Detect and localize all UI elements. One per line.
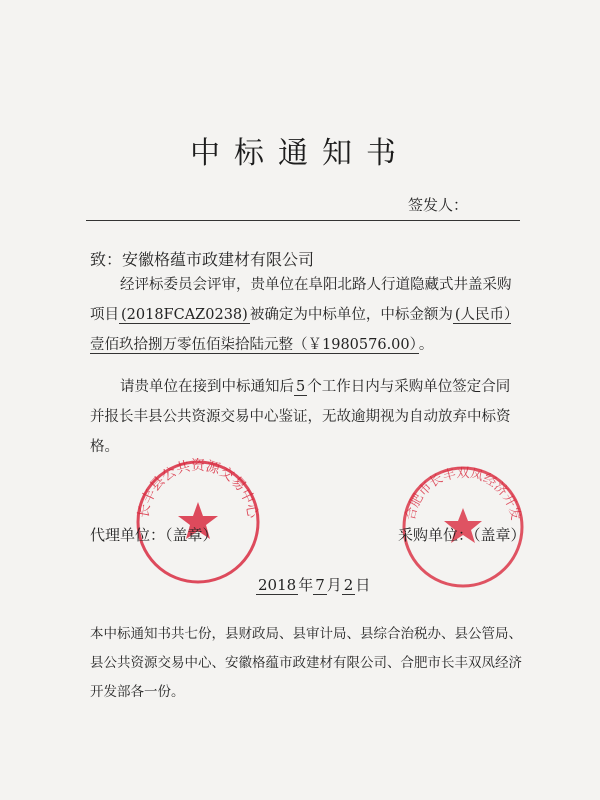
date-month: 7	[315, 576, 325, 594]
signer-label: 签发人：	[408, 196, 469, 214]
contract-days: 5	[296, 379, 306, 395]
date-month-unit: 月	[326, 576, 342, 594]
project-code: (2018FCAZ0238)	[121, 307, 248, 323]
header-divider	[86, 220, 520, 221]
document-title: 中标通知书	[190, 136, 410, 171]
public-resource-center-seal	[132, 456, 264, 588]
date-year: 2018	[258, 576, 297, 594]
seal-right-text: 合肥市长丰双凤经济开发	[403, 466, 523, 522]
recipient-line: 致：安徽格蕴市政建材有限公司	[90, 250, 315, 269]
contract-text-b: 个工作日内与采购单位签定合同并报长丰县公共资源交易中心鉴证，无故逾期视为自动放弃中标资格。	[90, 379, 511, 455]
seal-left-text: 长丰县公共资源交易中心	[135, 458, 261, 520]
award-text-c: 。	[418, 337, 434, 353]
award-text-b: 被确定为中标单位，中标金额为	[249, 307, 453, 323]
issue-date	[256, 574, 370, 595]
agent-unit-label: 代理单位：（盖章）	[90, 526, 218, 544]
contract-paragraph	[90, 372, 518, 462]
award-text-a: 经评标委员会评审，贵单位在阜阳北路人行道隐藏式井盖采购项目	[90, 277, 512, 323]
date-day-unit: 日	[355, 576, 371, 594]
date-year-unit: 年	[298, 576, 314, 594]
date-day: 2	[343, 576, 354, 594]
buyer-unit-label: 采购单位：（盖章）	[398, 526, 526, 544]
award-paragraph	[90, 270, 518, 360]
contract-text-a: 请贵单位在接到中标通知后	[120, 379, 294, 395]
distribution-note: 本中标通知书共七份，县财政局、县审计局、县综合治税办、县公管局、县公共资源交易中心、安徽格蕴市政建材有限公司、合肥市长丰双凤经济开发部各一份。	[90, 626, 522, 700]
award-amount: (人民币）壹佰玖拾捌万零伍佰柒拾陆元整（￥1980576.00）	[90, 307, 512, 353]
